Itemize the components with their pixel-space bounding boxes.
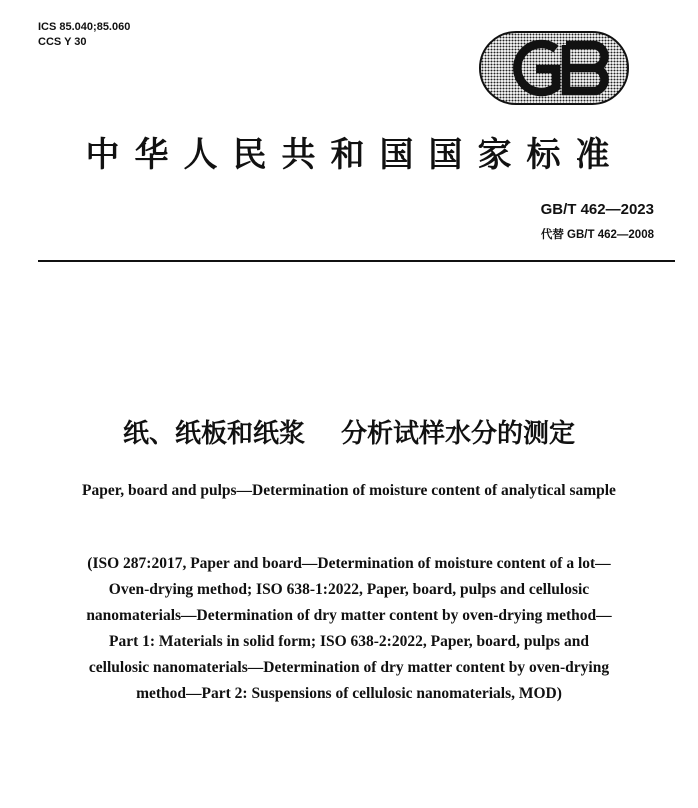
standard-number: GB/T 462—2023: [540, 201, 654, 218]
equivalence-line: nanomaterials—Determination of dry matter content by oven-drying method—: [86, 607, 612, 624]
national-standard-title: 中华人民共和国国家标准: [85, 135, 625, 175]
replaces-standard: 代替 GB/T 462—2008: [540, 229, 654, 241]
equivalence-line: Part 1: Materials in solid form; ISO 638-2:2022, Paper, board, pulps and: [109, 633, 589, 650]
chinese-title-part1: 纸、纸板和纸浆: [122, 419, 305, 449]
ccs-code: CCS Y 30: [38, 36, 87, 48]
equivalence-line: cellulosic nanomaterials—Determination of dry matter content by oven-drying: [88, 659, 610, 676]
ics-code: ICS 85.040;85.060: [38, 21, 131, 33]
header-divider: [38, 260, 675, 262]
chinese-title-part2: 分析试样水分的测定: [341, 419, 576, 449]
classification-codes: [38, 20, 130, 50]
equivalence-line: method—Part 2: Suspensions of cellulosic nanomaterials, MOD): [136, 685, 562, 702]
equivalence-line: (ISO 287:2017, Paper and board—Determination of moisture content of a lot—: [87, 555, 611, 572]
english-title: Paper, board and pulps—Determination of moisture content of analytical sample: [82, 482, 616, 499]
gb-logo: [478, 30, 630, 106]
equivalence-line: Oven-drying method; ISO 638-1:2022, Paper, board, pulps and cellulosic: [108, 581, 590, 598]
chinese-title: [0, 413, 698, 450]
international-equivalence: [30, 551, 668, 707]
